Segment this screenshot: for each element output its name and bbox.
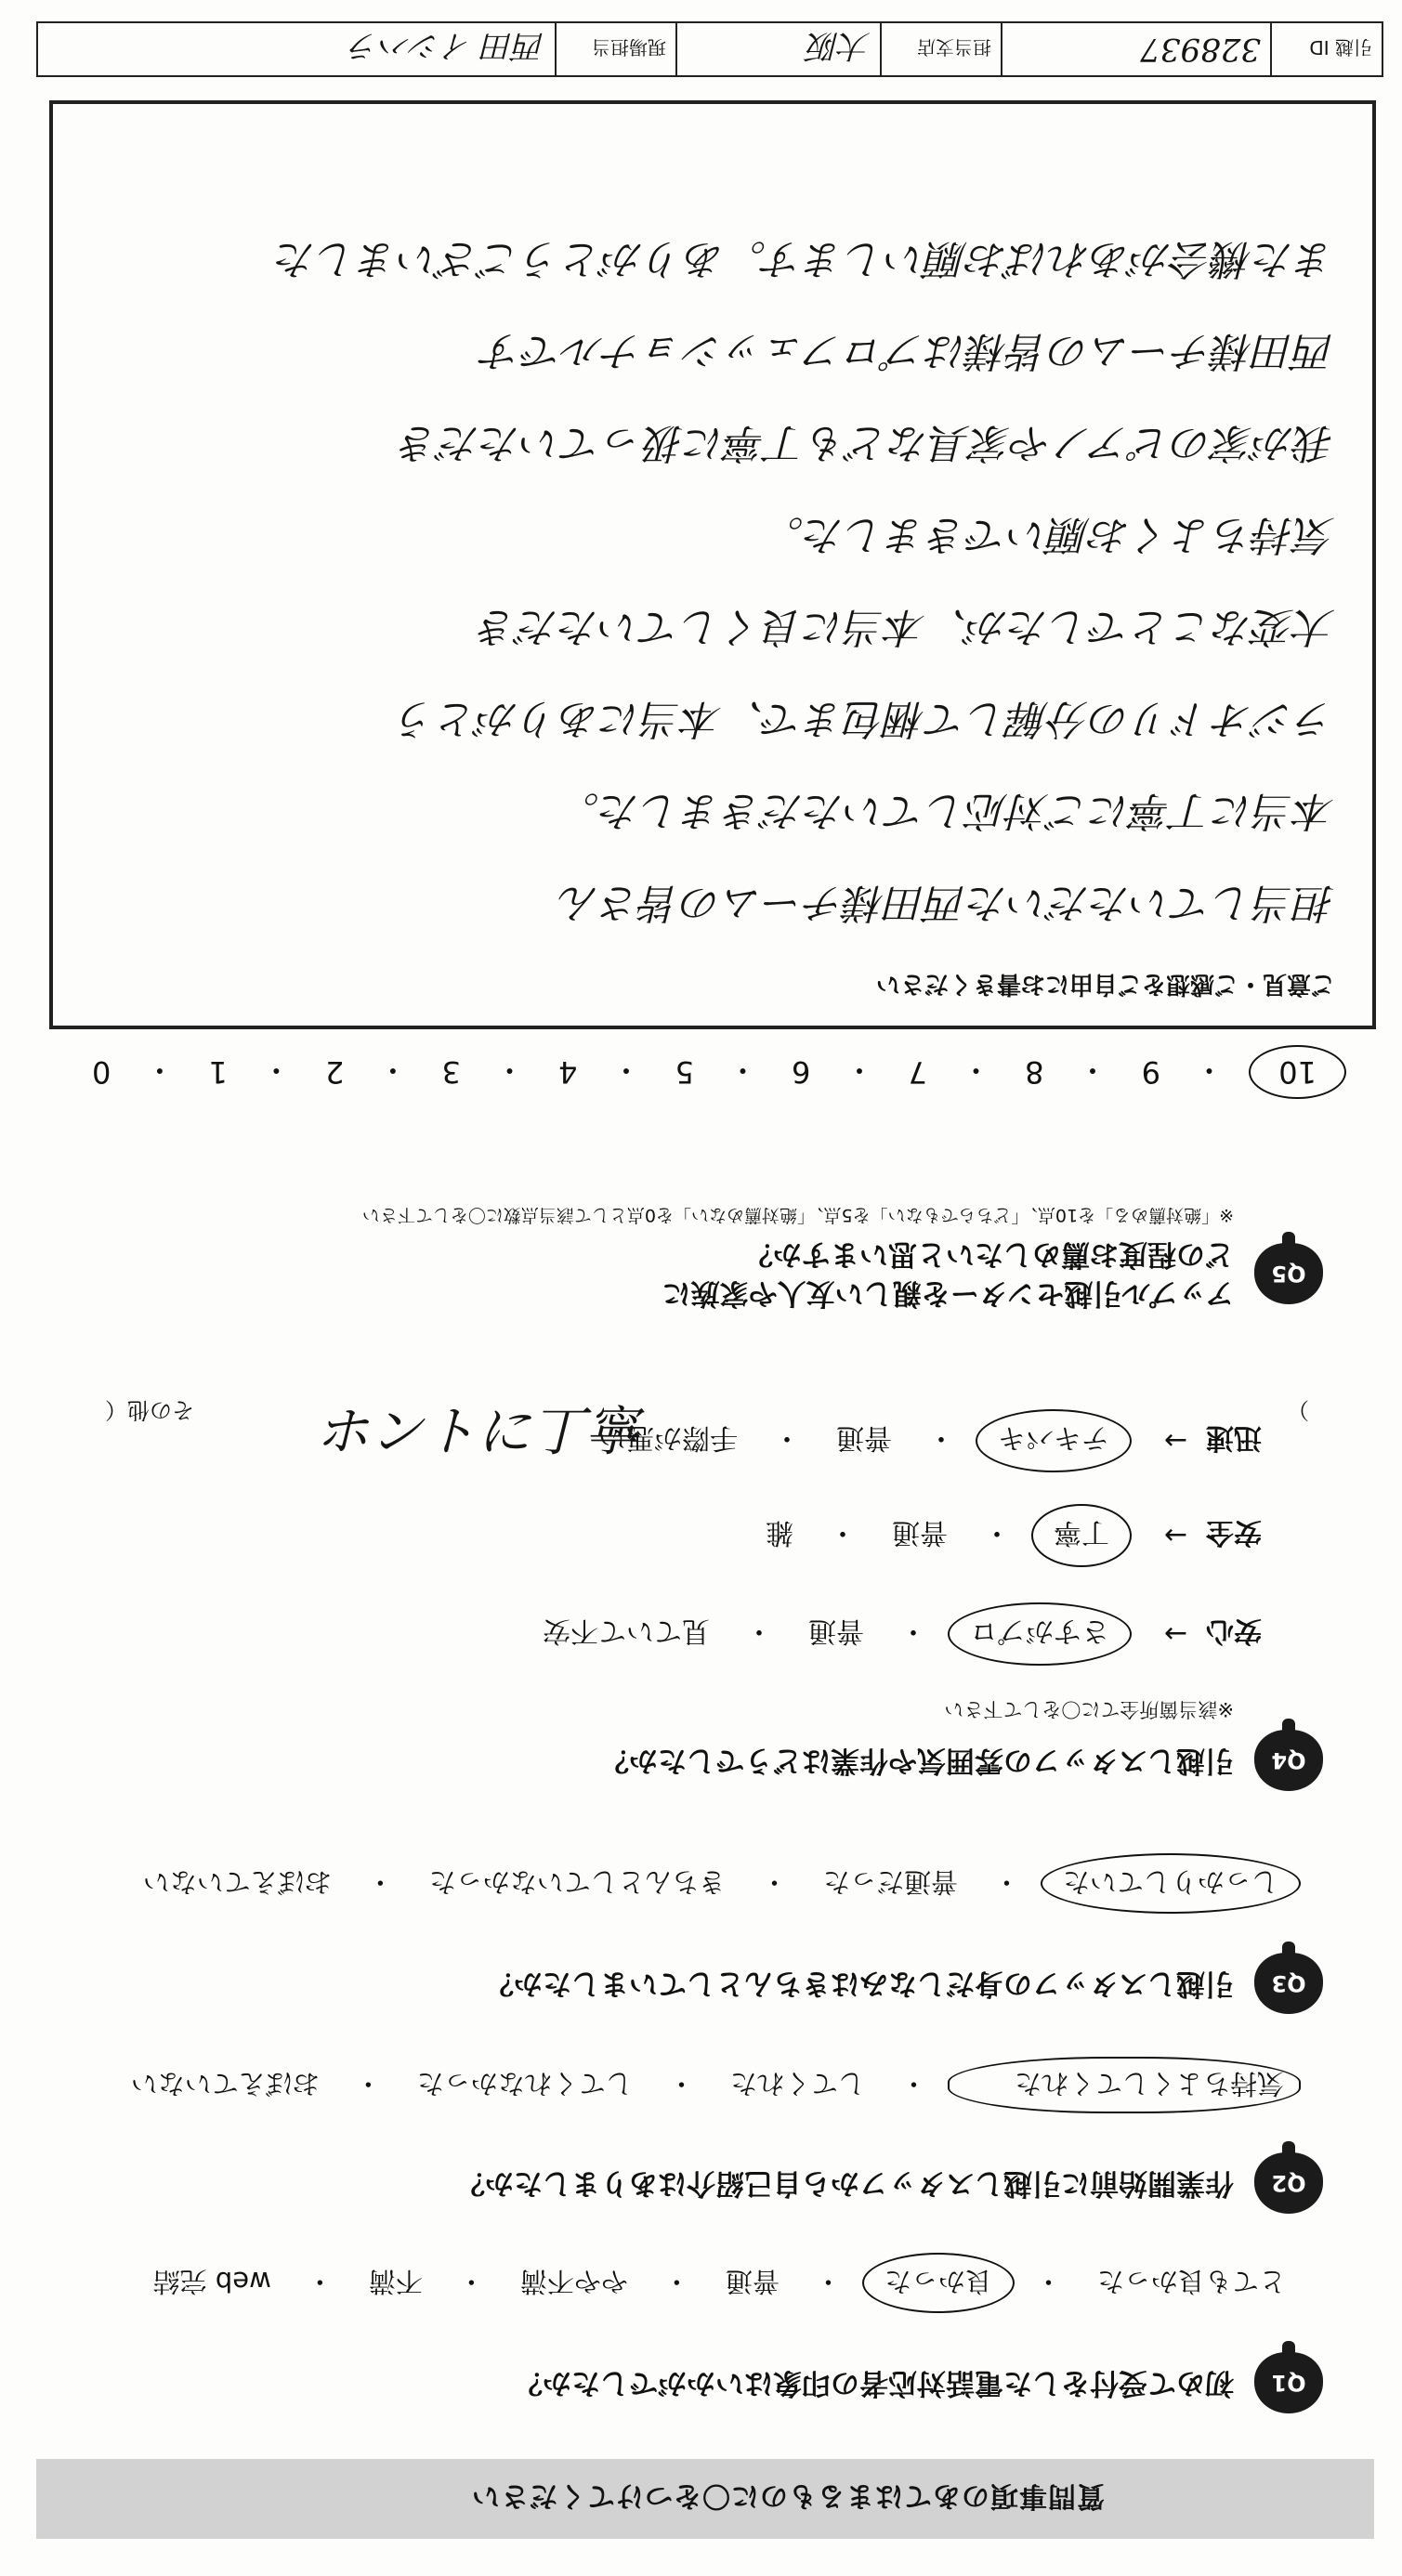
- move-id-value[interactable]: 328937: [1001, 23, 1270, 75]
- q3-options: しっかりしていた ・ 普通だった ・ きちんとしていなかった ・ おぼえていない: [41, 1853, 1301, 1914]
- question-3: [41, 1853, 1323, 2014]
- branch-label: 担当支店: [880, 23, 1001, 75]
- q4-row-1-option-3[interactable]: 見ていて不安: [543, 1615, 710, 1647]
- q4-row-3-option-2[interactable]: 普通: [836, 1421, 892, 1454]
- comment-line-8[interactable]: また機会があればお願いします。ありがとうございました: [275, 235, 1335, 282]
- comment-line-2[interactable]: 本当に丁寧にご対応していただきました。: [558, 787, 1335, 834]
- comment-line-5[interactable]: 気持ちよくお願いできました。: [763, 511, 1335, 558]
- instructions-banner: [36, 2459, 1374, 2539]
- q4-text: 引越しスタッフの雰囲気や作業はどうでしたか？: [600, 1744, 1234, 1777]
- q5-score-2[interactable]: 2: [324, 1054, 345, 1090]
- q1-option-4[interactable]: やや不満: [519, 2266, 628, 2297]
- q3-option-1-circled[interactable]: しっかりしていた: [1041, 1853, 1301, 1914]
- q2-option-3[interactable]: してくれなかった: [416, 2068, 633, 2099]
- move-id-label: 引越 ID: [1270, 23, 1382, 75]
- comment-line-4[interactable]: 大変なことでしたが、本当に良くしていただき: [477, 603, 1335, 650]
- q5-score-8[interactable]: 8: [1025, 1054, 1044, 1090]
- q5-score-7[interactable]: 7: [908, 1054, 927, 1090]
- q4-other-value[interactable]: ホントに丁寧: [315, 1400, 639, 1463]
- q4-row-1-option-2[interactable]: 普通: [808, 1615, 864, 1647]
- comment-line-1[interactable]: 担当していただいた西田様チームの皆さん: [558, 879, 1335, 926]
- q4-row-jinsoku: 迅速 → テキパキ ・ 普通 ・ 手際が悪い: [41, 1406, 1262, 1475]
- q4-row-1-label: 安心: [1206, 1615, 1262, 1647]
- q5-score-6[interactable]: 6: [792, 1054, 811, 1090]
- q4-row-2-option-1-circled[interactable]: 丁寧: [1031, 1504, 1132, 1567]
- comment-line-3[interactable]: ラジオドリの分解して梱包まで、本当にありがとう: [395, 695, 1335, 742]
- arrow-right-icon: →: [1163, 1617, 1187, 1651]
- q4-row-3-label: 迅速: [1206, 1421, 1262, 1454]
- comments-title: ご意見・ご感想をご自由にお書きください: [875, 970, 1335, 998]
- q2-option-2[interactable]: してくれた: [729, 2068, 865, 2099]
- question-2: [41, 2057, 1323, 2214]
- q4-other-label: その他（: [105, 1397, 194, 1423]
- q2-badge-icon: Q2: [1254, 2152, 1323, 2214]
- q5-score-9[interactable]: 9: [1141, 1054, 1160, 1090]
- instructions-text: 質問事項のあてはまるものに〇をつけてください: [471, 2479, 1105, 2512]
- q2-option-4[interactable]: おぼえていない: [130, 2068, 320, 2099]
- q4-badge-icon: Q4: [1254, 1730, 1323, 1791]
- q4-note: ※該当箇所全てに〇をして下さい: [944, 1698, 1234, 1720]
- q4-other-close: ）: [1287, 1397, 1309, 1423]
- arrow-right-icon: →: [1163, 1519, 1187, 1552]
- comments-box: [49, 100, 1376, 1029]
- q3-option-3[interactable]: きちんとしていなかった: [428, 1866, 726, 1898]
- q5-score-10-circled[interactable]: 10: [1249, 1045, 1346, 1099]
- q3-option-4[interactable]: おぼえていない: [142, 1866, 332, 1898]
- q4-row-2-label: 安全: [1206, 1516, 1262, 1549]
- q4-row-1-option-1-circled[interactable]: さすがプロ: [948, 1602, 1132, 1666]
- q1-option-6[interactable]: web 完結: [152, 2266, 271, 2297]
- comment-line-6[interactable]: 我が家のピアノや家具なども丁寧に扱っていただき: [398, 419, 1335, 466]
- comment-line-7[interactable]: 西田様チームの皆様はプロフェッショナルです: [481, 327, 1335, 374]
- q1-option-2-circled[interactable]: 良かった: [862, 2253, 1015, 2313]
- q5-score-1[interactable]: 1: [208, 1054, 228, 1090]
- q4-row-anshin: 安心 → さすがプロ ・ 普通 ・ 見ていて不安: [41, 1600, 1262, 1668]
- q3-text: 引越しスタッフの身だしなみはきちんとしていましたか？: [485, 1967, 1234, 2000]
- q1-option-1[interactable]: とても良かった: [1096, 2266, 1286, 2297]
- q2-text: 作業開始前に引越しスタッフから自己紹介はありましたか？: [456, 2166, 1234, 2200]
- leader-label: 現場担当: [555, 23, 675, 75]
- q4-row-2-option-2[interactable]: 普通: [892, 1516, 948, 1549]
- q5-text-line-1: アップル引越センターを親しい友人や家族に: [662, 1276, 1234, 1310]
- q2-options: 気持ちよくしてくれた ・ してくれた ・ してくれなかった ・ おぼえていない: [41, 2057, 1301, 2113]
- q4-row-3-option-1-circled[interactable]: テキパキ: [976, 1409, 1132, 1472]
- q1-badge-icon: Q1: [1254, 2352, 1323, 2413]
- q5-text-line-2: どの程度お薦めしたいと思いますか？: [744, 1237, 1234, 1271]
- q5-note: ※「絶対薦める」を10点、「どちらでもない」を5点、「絶対薦めない」を0点として該当点数に〇をして下さい: [361, 1205, 1234, 1225]
- leader-value[interactable]: 西田 イシハラ: [347, 27, 545, 65]
- q4-row-2-option-3[interactable]: 雑: [766, 1516, 793, 1549]
- q3-badge-icon: Q3: [1254, 1953, 1323, 2014]
- q5-score-0[interactable]: 0: [91, 1054, 111, 1090]
- question-1: [41, 2253, 1323, 2413]
- q4-row-anzen: 安全 → 丁寧 ・ 普通 ・ 雑: [41, 1501, 1262, 1570]
- q2-option-1-circled[interactable]: 気持ちよくしてくれた: [948, 2057, 1301, 2113]
- q5-score-4[interactable]: 4: [558, 1054, 578, 1090]
- q5-score-3[interactable]: 3: [441, 1054, 461, 1090]
- q1-options: とても良かった ・ 良かった ・ 普通 ・ やや不満 ・ 不満 ・ web 完結: [41, 2253, 1301, 2313]
- arrow-right-icon: →: [1163, 1424, 1187, 1458]
- q1-option-3[interactable]: 普通: [725, 2266, 780, 2297]
- branch-value[interactable]: 大阪: [675, 23, 880, 75]
- staff-info-table: [36, 21, 1383, 77]
- q5-scale: 10 ・ 9 ・ 8 ・ 7 ・ 6 ・ 5 ・ 4 ・ 3 ・ 2 ・ 1 ・ 0: [83, 1045, 1346, 1099]
- q5-score-5[interactable]: 5: [675, 1054, 694, 1090]
- q3-option-2[interactable]: 普通だった: [822, 1866, 958, 1898]
- q1-text: 初めて受付をした電話対応者の印象はいかがでしたか？: [514, 2366, 1234, 2399]
- q1-option-5[interactable]: 不満: [368, 2266, 423, 2297]
- q4-row-3-option-3[interactable]: 手際が悪い: [598, 1421, 738, 1454]
- question-5: [41, 1204, 1323, 1313]
- q5-badge-icon: Q5: [1254, 1243, 1323, 1304]
